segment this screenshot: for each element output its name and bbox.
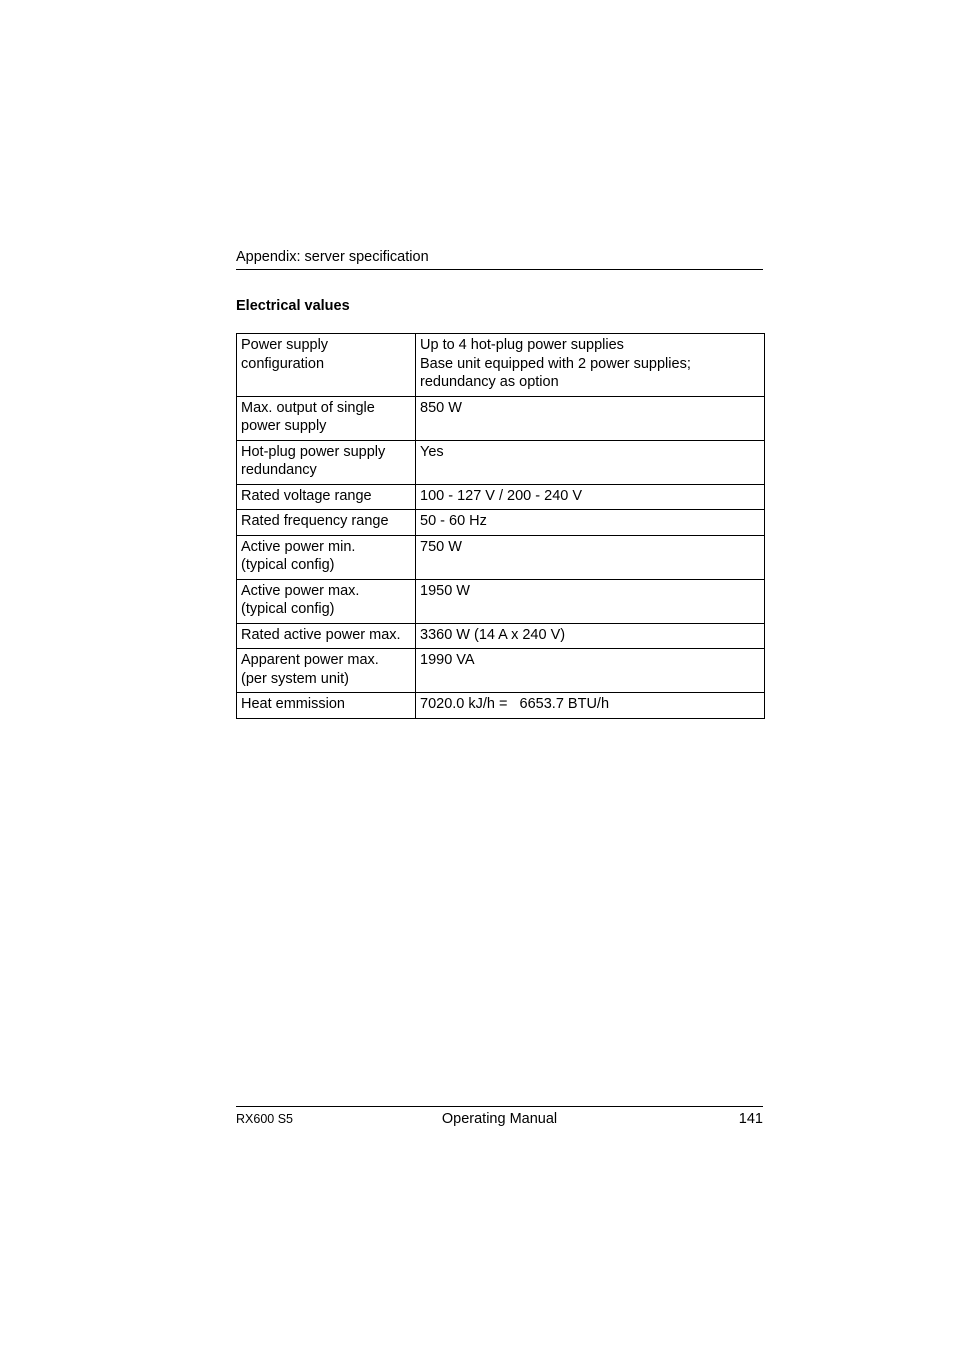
row-label (237, 535, 416, 579)
table-row (237, 510, 765, 536)
table-row (237, 649, 765, 693)
table-row (237, 440, 765, 484)
row-label (237, 579, 416, 623)
row-value-line: 50 - 60 Hz (420, 513, 487, 529)
table-row (237, 535, 765, 579)
section-title: Electrical values (236, 298, 350, 314)
row-value-line: 1990 VA (420, 652, 475, 668)
row-label-line: Active power max. (241, 582, 360, 599)
row-value (416, 396, 765, 440)
row-label-line: configuration (241, 355, 325, 372)
row-value (416, 535, 765, 579)
table-row (237, 623, 765, 649)
row-label (237, 649, 416, 693)
row-value-line: 7020.0 kJ/h = 6653.7 BTU/h (420, 696, 610, 712)
row-label (237, 623, 416, 649)
header-title: Appendix: server specification (236, 249, 429, 265)
footer-doc-title: Operating Manual (441, 1111, 558, 1127)
row-value (416, 623, 765, 649)
table-row (237, 334, 765, 397)
row-label-line: Heat emmission (241, 696, 345, 712)
page-number: 141 (738, 1111, 763, 1127)
row-value (416, 649, 765, 693)
row-label-line: (typical config) (241, 557, 335, 573)
row-value (416, 693, 765, 719)
row-label (237, 693, 416, 719)
row-label (237, 484, 416, 510)
footer-model: RX600 S5 (236, 1112, 293, 1126)
row-label (237, 440, 416, 484)
row-value (416, 440, 765, 484)
row-value-line: Yes (420, 443, 444, 460)
row-value-line: 750 W (420, 538, 462, 555)
row-label-line: Max. output of single (241, 399, 375, 416)
row-value-line: 1950 W (420, 582, 470, 599)
table-row (237, 484, 765, 510)
row-label-line: (typical config) (241, 601, 335, 617)
row-value (416, 579, 765, 623)
page-footer (236, 1106, 763, 1131)
row-value-line: 100 - 127 V / 200 - 240 V (420, 487, 583, 504)
row-value-line: Up to 4 hot-plug power supplies (420, 337, 624, 353)
row-value-line: 850 W (420, 399, 462, 416)
row-label-line: Rated active power max. (241, 626, 401, 643)
row-value (416, 334, 765, 397)
table-row (237, 693, 765, 719)
row-value-line: Base unit equipped with 2 power supplies; (420, 355, 691, 372)
row-label-line: Hot-plug power supply (241, 443, 386, 460)
electrical-values-table (236, 333, 765, 719)
row-label-line: (per system unit) (241, 670, 349, 687)
row-label (237, 334, 416, 397)
row-label-line: Apparent power max. (241, 652, 379, 668)
row-value (416, 484, 765, 510)
row-value-line: redundancy as option (420, 374, 559, 390)
row-label-line: Active power min. (241, 538, 356, 555)
row-label-line: Rated voltage range (241, 487, 372, 504)
row-label (237, 510, 416, 536)
row-label (237, 396, 416, 440)
row-label-line: power supply (241, 418, 327, 434)
row-value-line: 3360 W (14 A x 240 V) (420, 626, 566, 643)
running-header (236, 248, 763, 270)
row-label-line: redundancy (241, 462, 317, 478)
table-row (237, 579, 765, 623)
row-label-line: Power supply (241, 337, 329, 353)
row-label-line: Rated frequency range (241, 513, 389, 529)
table-body (237, 334, 765, 719)
row-value (416, 510, 765, 536)
table-row (237, 396, 765, 440)
